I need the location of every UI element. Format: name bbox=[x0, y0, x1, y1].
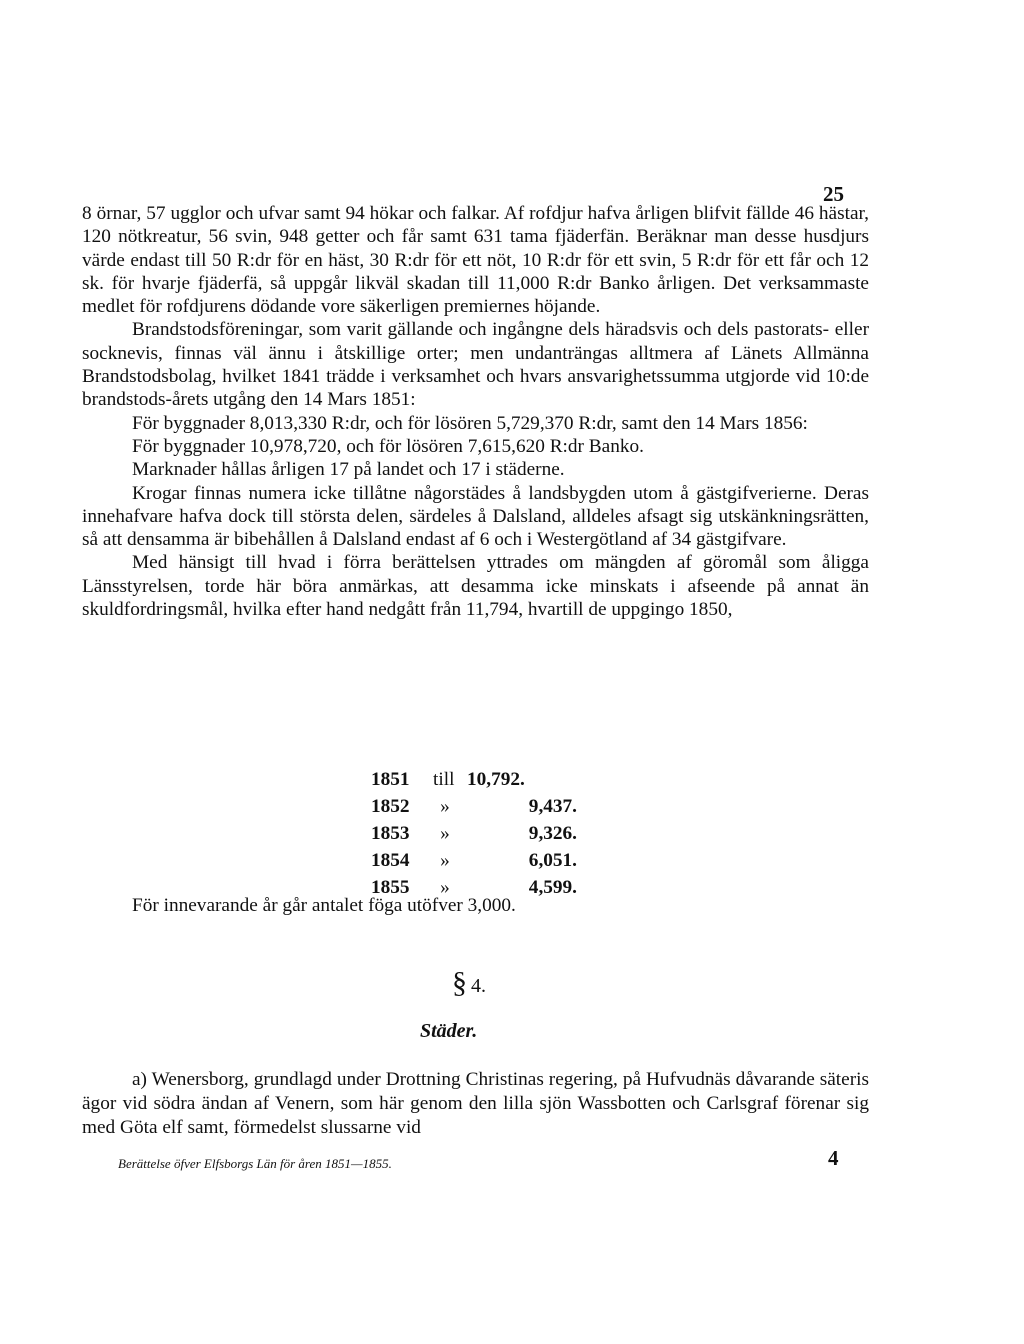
paragraph-rofdjur: 8 örnar, 57 ugglor och ufvar samt 94 hökar och falkar. Af rofdjur hafva årligen blifvit fällde 46 hästar, 120 nötkreatur, 56 svin, 948 getter och får samt 631 tama fjäderfän. Beräknar man desse husdjurs värde endast till 50 R:dr för en häst, 30 R:dr för ett nöt, 10 R:dr för ett svin, 5 R:dr för ett får och 12 sk. för hvarje fjäderfä, så uppgår likväl skadan till 11,000 R:dr Banko årligen. Det verksammaste medlet för rofdjurens dödande vore säkerligen premiernes höjande. bbox=[82, 203, 869, 318]
paragraph-wenersborg bbox=[82, 1068, 869, 1140]
table-value: 6,051. bbox=[528, 850, 577, 871]
table-sep: » bbox=[440, 850, 450, 871]
table-year: 1851 bbox=[371, 769, 410, 790]
table-sep: » bbox=[440, 823, 450, 844]
table-sep: till bbox=[433, 769, 455, 790]
subheading: Städer. bbox=[420, 1020, 478, 1042]
paragraph-krogar: Krogar finnas numera icke tillåtne någorstädes å landsbygden utom å gästgifverierne. Deras innehafvare hafva dock till största delen, särdeles å Dalsland, alldeles afsagt sig utskänkningsrätten, så att densamma är bibehållen å Dalsland endast af 6 och i Westergötland af 34 gästgifvare. bbox=[82, 482, 869, 551]
table-value: 9,326. bbox=[528, 823, 577, 844]
table-value: 10,792. bbox=[467, 769, 525, 790]
table-year: 1852 bbox=[371, 796, 410, 817]
table-value: 9,437. bbox=[528, 796, 577, 817]
skuldfordringsmal-table bbox=[371, 766, 577, 901]
table-sep: » bbox=[440, 796, 450, 817]
table-year: 1855 bbox=[371, 877, 410, 898]
table-row bbox=[371, 847, 577, 874]
signature-mark: 4 bbox=[828, 1146, 839, 1170]
section-heading bbox=[452, 966, 486, 1000]
paragraph-wenersborg-text: a) Wenersborg, grundlagd under Drottning Christinas regering, på Hufvudnäs dåvarande säteris ägor vid södra ändan af Venern, som här genom den lilla sjön Wassbotten och Carlsgraf förenar sig med Göta elf samt, förmedelst slussarne vid bbox=[82, 1069, 869, 1138]
table-row bbox=[371, 793, 577, 820]
table-row bbox=[371, 820, 577, 847]
paragraph-byggnader-1856: För byggnader 10,978,720, och för lösören 7,615,620 R:dr Banko. bbox=[132, 435, 644, 457]
body-text bbox=[82, 202, 869, 621]
paragraph-brandstod: Brandstodsföreningar, som varit gällande och ingångne dels häradsvis och dels pastorats- eller socknevis, finnas väl ännu i åtskillige orter; men undanträngas alltmera af Länets Allmänna Brandstodsbolag, hvilket 1841 trädde i verksamhet och hvars ansvarighetssumma utgjorde vid 10:de brandstods-årets utgång den 14 Mars 1851: bbox=[82, 319, 869, 411]
table-sep: » bbox=[440, 877, 450, 898]
closing-line: För innevarande år går antalet föga utöfver 3,000. bbox=[132, 895, 516, 916]
paragraph-byggnader-1851: För byggnader 8,013,330 R:dr, och för lösören 5,729,370 R:dr, samt den 14 Mars 1856: bbox=[132, 412, 808, 434]
running-footer: Berättelse öfver Elfsborgs Län för åren 1851—1855. bbox=[118, 1156, 392, 1171]
section-number: 4. bbox=[471, 975, 486, 997]
table-row bbox=[371, 766, 577, 793]
paragraph-marknader: Marknader hållas årligen 17 på landet och 17 i städerne. bbox=[132, 459, 565, 481]
table-value: 4,599. bbox=[528, 877, 577, 898]
table-year: 1853 bbox=[371, 823, 410, 844]
table-year: 1854 bbox=[371, 850, 410, 871]
paragraph-lansstyrelsen: Med hänsigt till hvad i förra berättelsen yttrades om mängden af göromål som åligga Länsstyrelsen, torde här böra anmärkas, att desamma icke minskats i afseende på annat än skuldfordringsmål, hvilka efter hand nedgått från 11,794, hvartill de uppgingo 1850, bbox=[82, 552, 869, 621]
section-symbol: § bbox=[452, 966, 467, 999]
page-number: 25 bbox=[823, 182, 844, 206]
